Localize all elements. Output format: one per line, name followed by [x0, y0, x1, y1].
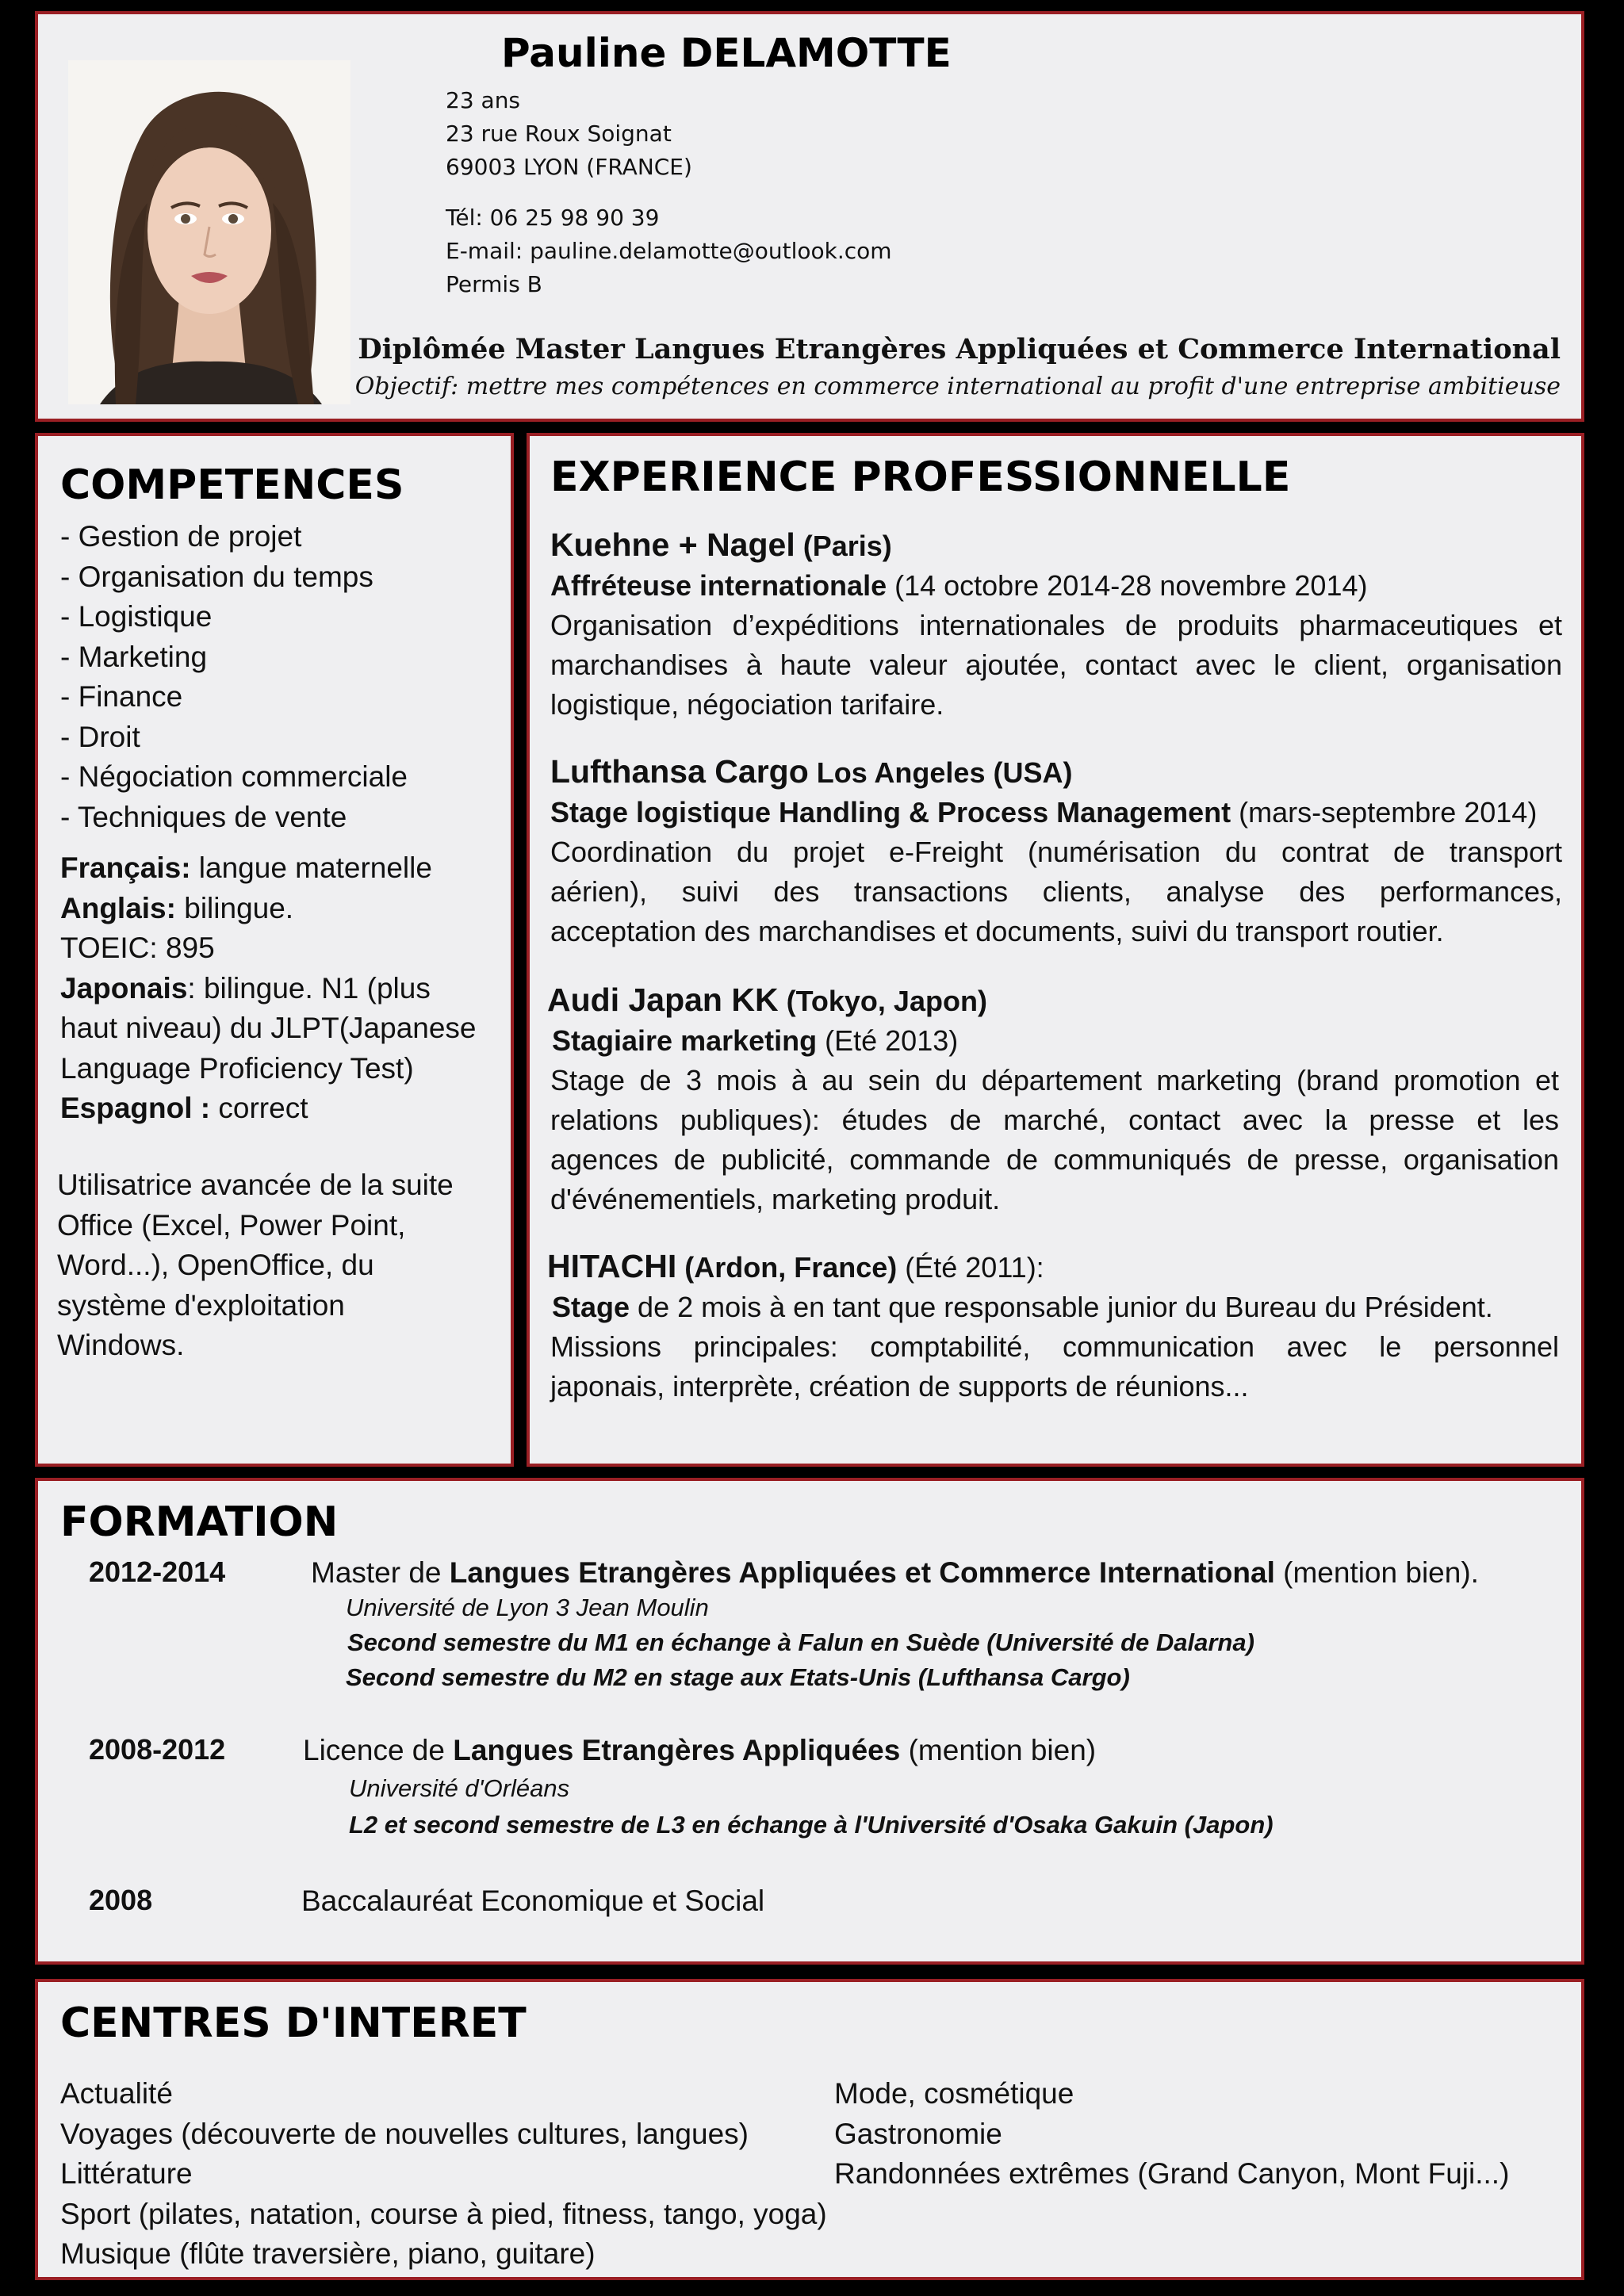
profile-photo	[68, 60, 350, 404]
interests-right-column	[834, 2074, 1509, 2195]
language-japanese-cont: Language Proficiency Test)	[60, 1051, 414, 1085]
job-role: Stage logistique Handling & Process Management (mars-septembre 2014)	[550, 796, 1538, 828]
job-entry	[547, 1246, 1559, 1406]
interest-item: Gastronomie	[834, 2117, 1002, 2150]
interest-item: Musique (flûte traversière, piano, guitare)	[60, 2237, 596, 2270]
job-company: Audi Japan KK (Tokyo, Japon)	[547, 982, 987, 1018]
interest-item: Voyages (découverte de nouvelles cultures, langues)	[60, 2117, 749, 2150]
education-school: Université de Lyon 3 Jean Moulin	[346, 1594, 709, 1621]
interest-item: Randonnées extrêmes (Grand Canyon, Mont Fuji...)	[834, 2157, 1510, 2190]
education-years: 2008	[89, 1884, 153, 1916]
language-spanish: Espagnol : correct	[60, 1092, 308, 1124]
interests-panel	[35, 1979, 1584, 2280]
job-company: HITACHI (Ardon, France) (Été 2011):	[547, 1248, 1044, 1284]
skill-item: - Finance	[60, 680, 183, 713]
language-japanese: Japonais: bilingue. N1 (plus	[60, 971, 431, 1004]
header-panel	[35, 11, 1584, 422]
interest-item: Sport (pilates, natation, course à pied, fitness, tango, yoga)	[60, 2197, 827, 2230]
interest-item: Actualité	[60, 2077, 173, 2110]
skill-item: - Droit	[60, 720, 140, 753]
education-detail: Second semestre du M1 en échange à Falun en Suède (Université de Dalarna)	[347, 1628, 1254, 1656]
education-detail: L2 et second semestre de L3 en échange à l'Université d'Osaka Gakuin (Japon)	[349, 1811, 1274, 1839]
job-entry	[550, 752, 1562, 951]
age: 23 ans	[446, 87, 521, 113]
software-line: Word...), OpenOffice, du	[57, 1249, 374, 1281]
education-school: Université d'Orléans	[349, 1774, 570, 1802]
interest-item: Mode, cosmétique	[834, 2077, 1074, 2110]
toeic-score: TOEIC: 895	[60, 932, 215, 964]
job-entry	[550, 525, 1562, 725]
skill-item: - Logistique	[60, 600, 213, 633]
candidate-name: Pauline DELAMOTTE	[501, 30, 952, 76]
education-degree: Master de Langues Etrangères Appliquées et Commerce International (mention bien).	[311, 1556, 1479, 1589]
job-role: Affréteuse internationale (14 octobre 2014-28 novembre 2014)	[550, 569, 1368, 602]
section-title: CENTRES D'INTERET	[60, 1999, 527, 2047]
education-degree: Baccalauréat Economique et Social	[301, 1885, 765, 1917]
job-company: Lufthansa Cargo Los Angeles (USA)	[550, 753, 1073, 790]
section-title: EXPERIENCE PROFESSIONNELLE	[550, 453, 1291, 501]
competences-panel	[35, 433, 514, 1467]
experience-panel	[527, 433, 1584, 1467]
objective: Objectif: mettre mes compétences en commerce international au profit d'une entreprise ambitieuse	[354, 373, 1561, 400]
job-description: Coordination du projet e-Freight (numérisation du contrat de transport aérien), suivi des transactions clients, analyse des performances, acceptation des marchandises et documents, suivi du transport routier.	[550, 836, 1562, 947]
skill-list	[60, 517, 408, 837]
skill-item: - Gestion de projet	[60, 520, 302, 553]
job-role: Stagiaire marketing (Eté 2013)	[552, 1024, 959, 1057]
job-company: Kuehne + Nagel (Paris)	[550, 526, 892, 563]
skill-item: - Négociation commerciale	[60, 760, 408, 793]
section-title: COMPETENCES	[60, 461, 404, 509]
phone: Tél: 06 25 98 90 39	[446, 205, 660, 231]
address-line: 23 rue Roux Soignat	[446, 121, 672, 147]
address-line: 69003 LYON (FRANCE)	[446, 154, 692, 180]
contact-block	[446, 201, 892, 301]
interest-item: Littérature	[60, 2157, 193, 2190]
education-years: 2008-2012	[89, 1733, 226, 1766]
job-description: Organisation d’expéditions internationales de produits pharmaceutiques et marchandises à haute valeur ajoutée, contact avec le client, organisation logistique, négociation tarifaire.	[550, 609, 1562, 721]
section-title: FORMATION	[60, 1498, 339, 1546]
formation-panel	[35, 1478, 1584, 1965]
education-detail: Second semestre du M2 en stage aux Etats-Unis (Lufthansa Cargo)	[346, 1663, 1130, 1691]
driving-license: Permis B	[446, 271, 542, 297]
degree-headline: Diplômée Master Langues Etrangères Appliquées et Commerce International	[358, 333, 1561, 365]
skill-item: - Organisation du temps	[60, 560, 373, 593]
interests-left-column	[60, 2074, 827, 2275]
job-description: Missions principales: comptabilité, communication avec le personnel japonais, interprète, création de supports de réunions...	[550, 1330, 1559, 1402]
languages-block	[60, 848, 477, 1129]
language-english: Anglais: bilingue.	[60, 891, 294, 924]
software-skills	[57, 1165, 454, 1366]
software-line: Office (Excel, Power Point,	[57, 1208, 406, 1242]
language-japanese-cont: haut niveau) du JLPT(Japanese	[60, 1012, 477, 1044]
software-line: système d'exploitation	[57, 1288, 345, 1322]
language-french: Français: langue maternelle	[60, 851, 432, 884]
software-line: Utilisatrice avancée de la suite	[57, 1169, 454, 1201]
software-line: Windows.	[57, 1329, 185, 1361]
job-entry	[547, 980, 1559, 1219]
job-description: Stage de 3 mois à au sein du département marketing (brand promotion et relations publiques): études de marché, contact avec la presse et les agences de publicité, commande de communiqués de presse, organisation d'événementiels, marketing produit.	[550, 1064, 1559, 1215]
skill-item: - Marketing	[60, 640, 208, 673]
skill-item: - Techniques de vente	[60, 800, 347, 833]
education-years: 2012-2014	[89, 1556, 226, 1588]
education-degree: Licence de Langues Etrangères Appliquées (mention bien)	[303, 1734, 1097, 1766]
address-block	[446, 84, 692, 184]
email[interactable]: E-mail: pauline.delamotte@outlook.com	[446, 238, 892, 264]
job-role: Stage de 2 mois à en tant que responsable junior du Bureau du Président.	[552, 1291, 1493, 1323]
